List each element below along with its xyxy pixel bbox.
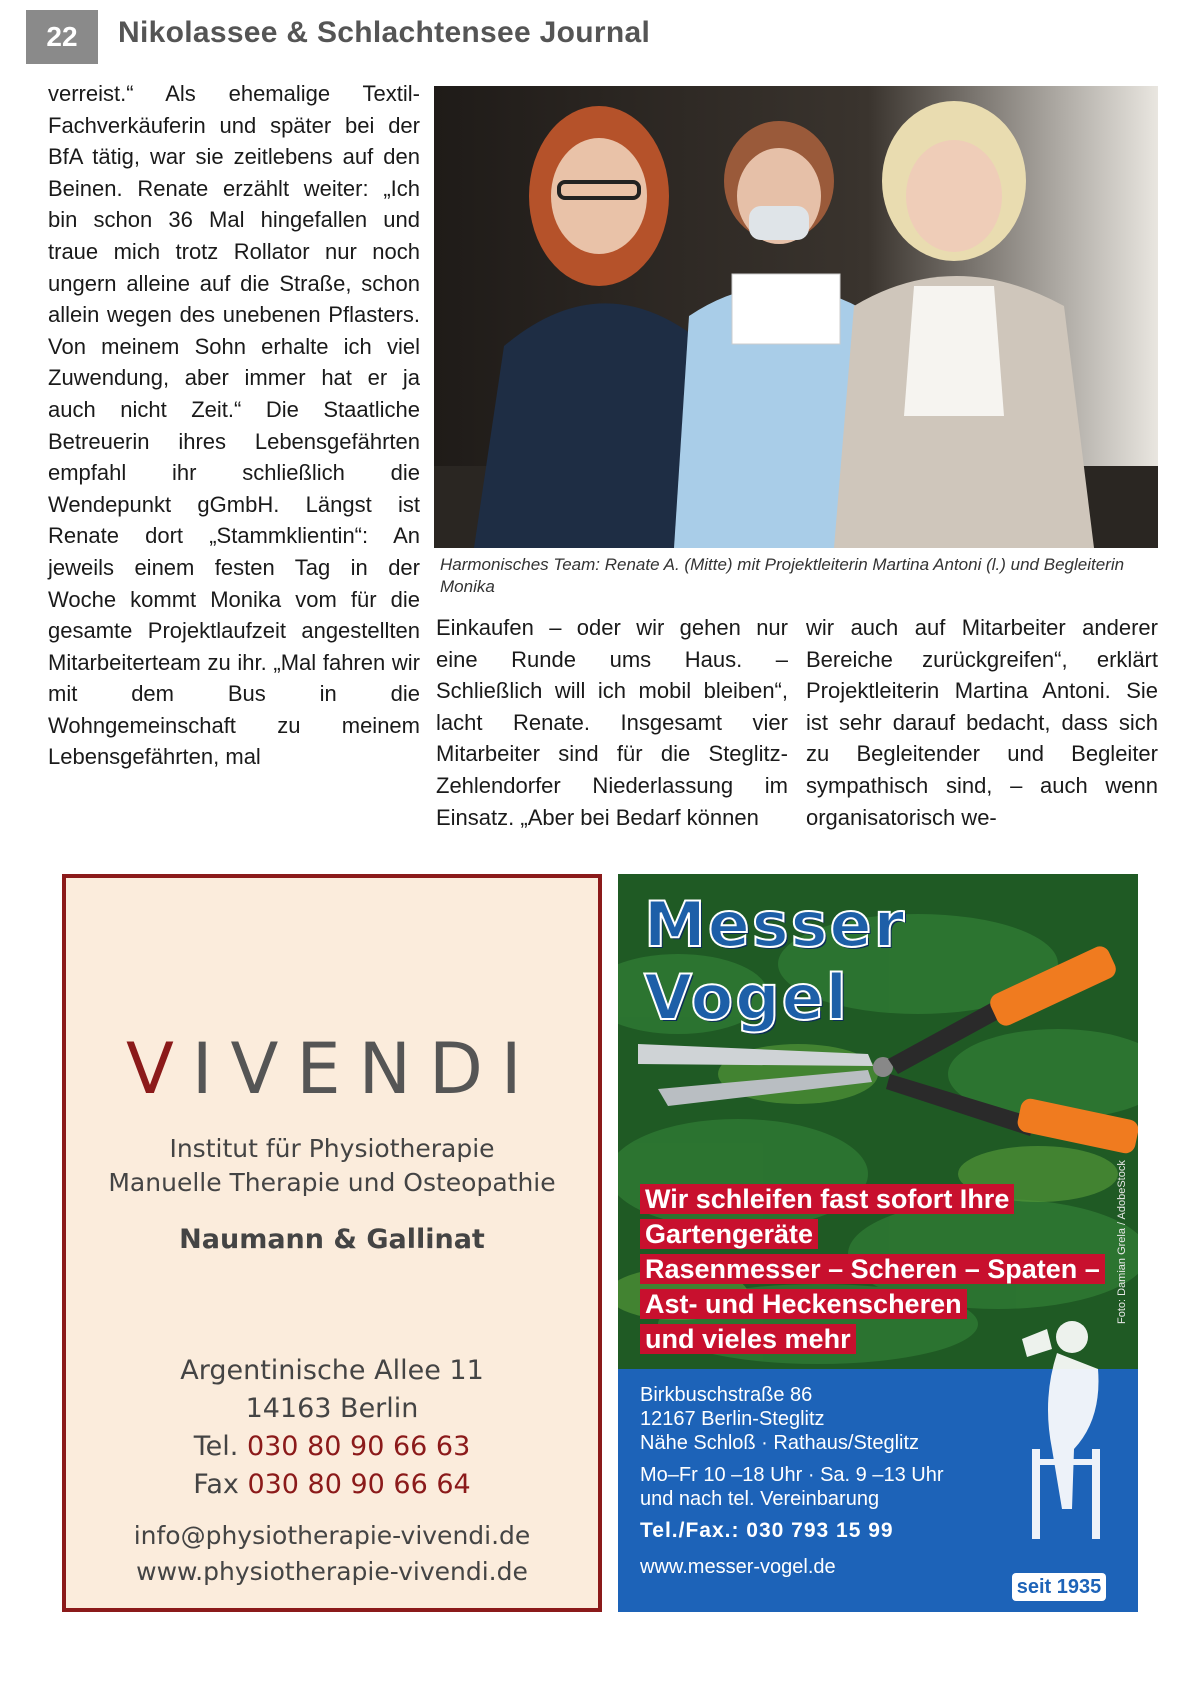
page-header: [0, 0, 1200, 80]
vivendi-contact: [66, 1518, 598, 1590]
vivendi-phone-number: 030 80 90 66 63: [246, 1431, 471, 1462]
hours-line-1: Mo–Fr 10 –18 Uhr · Sa. 9 –13 Uhr: [640, 1464, 944, 1486]
vivendi-email: info@physiotherapie-vivendi.de: [133, 1521, 531, 1550]
address-line-3: Nähe Schloß · Rathaus/Steglitz: [640, 1432, 920, 1454]
vivendi-address: [66, 1352, 598, 1504]
hours-line-2: und nach tel. Vereinbarung: [640, 1488, 880, 1510]
messer-vogel-address: [640, 1383, 919, 1455]
vivendi-logo: [126, 1028, 540, 1110]
journal-title: Nikolassee & Schlachtensee Journal: [118, 16, 651, 49]
vivendi-subtitle-line-1: Institut für Physiotherapie: [169, 1134, 495, 1163]
tagline-line-5: und vieles mehr: [640, 1324, 856, 1354]
article-column-3: wir auch auf Mitarbeiter anderer Bereiche zurückgreifen“, erklärt Projektleiterin Martina Antoni. Sie ist sehr darauf bedacht, dass sich zu Begleitender und Begleiter sympathisch sind, – auch wenn organisatorisch we-: [806, 615, 1158, 830]
vivendi-street: Argentinische Allee 11: [180, 1355, 484, 1386]
address-line-1: Birkbuschstraße 86: [640, 1384, 813, 1406]
tagline-line-4: Ast- und Heckenscheren: [640, 1289, 967, 1319]
ad-messer-vogel: [618, 874, 1138, 1612]
messer-vogel-info-panel: [618, 1369, 1138, 1612]
messer-vogel-website: www.messer-vogel.de: [640, 1556, 836, 1578]
tagline-line-1: Wir schleifen fast sofort Ihre: [640, 1184, 1014, 1214]
ad-vivendi: [62, 874, 602, 1612]
vivendi-city: 14163 Berlin: [245, 1393, 419, 1424]
vivendi-owners: Naumann & Gallinat: [179, 1224, 485, 1255]
photo-credit: Foto: Damian Grela / AdobeStock: [1116, 1160, 1128, 1324]
messer-vogel-hours: [640, 1463, 943, 1511]
vivendi-phone: [66, 1428, 598, 1466]
photo-illustration: [434, 86, 1158, 548]
knife-grinder-figure-icon: [1002, 1309, 1132, 1552]
article-column-1: verreist.“ Als ehemalige Textil-Fachverkäuferin und später bei der BfA tätig, war sie zeitlebens auf den Beinen. Renate erzählt weiter: „Ich bin schon 36 Mal hingefallen und traue mich trotz Rollator nur noch ungern alleine auf die Straße, schon allein wegen des unebenen Pflasters. Von meinem Sohn erhalte ich viel Zuwendung, aber immer hat er ja auch nicht Zeit.“ Die Staatliche Betreuerin ihres Lebensgefährten empfahl ihr schließlich die Wendepunkt gGmbH. Längst ist Renate dort „Stammklientin“: An jeweils einem festen Tag in der Woche kommt Monika vom für die gesamte Projektlaufzeit angestellten Mitarbeiterteam zu ihr. „Mal fahren wir mit dem Bus in die Wohngemeinschaft zu meinem Lebensgefährten, mal: [48, 81, 420, 770]
messer-vogel-phone: Tel./Fax.: 030 793 15 99: [640, 1519, 894, 1542]
vivendi-fax: [66, 1466, 598, 1504]
article-photo: [434, 86, 1158, 548]
tagline-line-3: Rasenmesser – Scheren – Spaten –: [640, 1254, 1105, 1284]
vivendi-phone-label: Tel.: [193, 1431, 239, 1462]
vivendi-subtitle-line-2: Manuelle Therapie und Osteopathie: [108, 1168, 556, 1197]
tagline-line-2: Gartengeräte: [640, 1219, 818, 1249]
since-badge: seit 1935: [1012, 1573, 1106, 1601]
vivendi-subtitle: [66, 1132, 598, 1200]
vivendi-logo-rest: IVENDI: [191, 1028, 540, 1110]
photo-caption: Harmonisches Team: Renate A. (Mitte) mit Projektleiterin Martina Antoni (l.) und Begleiterin Monika: [440, 555, 1125, 596]
vivendi-website: www.physiotherapie-vivendi.de: [136, 1557, 528, 1586]
vivendi-fax-label: Fax: [193, 1469, 239, 1500]
vivendi-fax-number: 030 80 90 66 64: [247, 1469, 471, 1500]
article-column-2: Einkaufen – oder wir gehen nur eine Runde ums Haus. – Schließlich will ich mobil bleiben“, lacht Renate. Insgesamt vier Mitarbeiter sind für die Steglitz-Zehlendorfer Niederlassung im Einsatz. „Aber bei Bedarf können: [436, 615, 788, 830]
address-line-2: 12167 Berlin-Steglitz: [640, 1408, 825, 1430]
messer-vogel-logo: Messer Vogel: [644, 888, 907, 1034]
vivendi-logo-initial: V: [126, 1028, 192, 1110]
page-number: 22: [26, 10, 98, 64]
